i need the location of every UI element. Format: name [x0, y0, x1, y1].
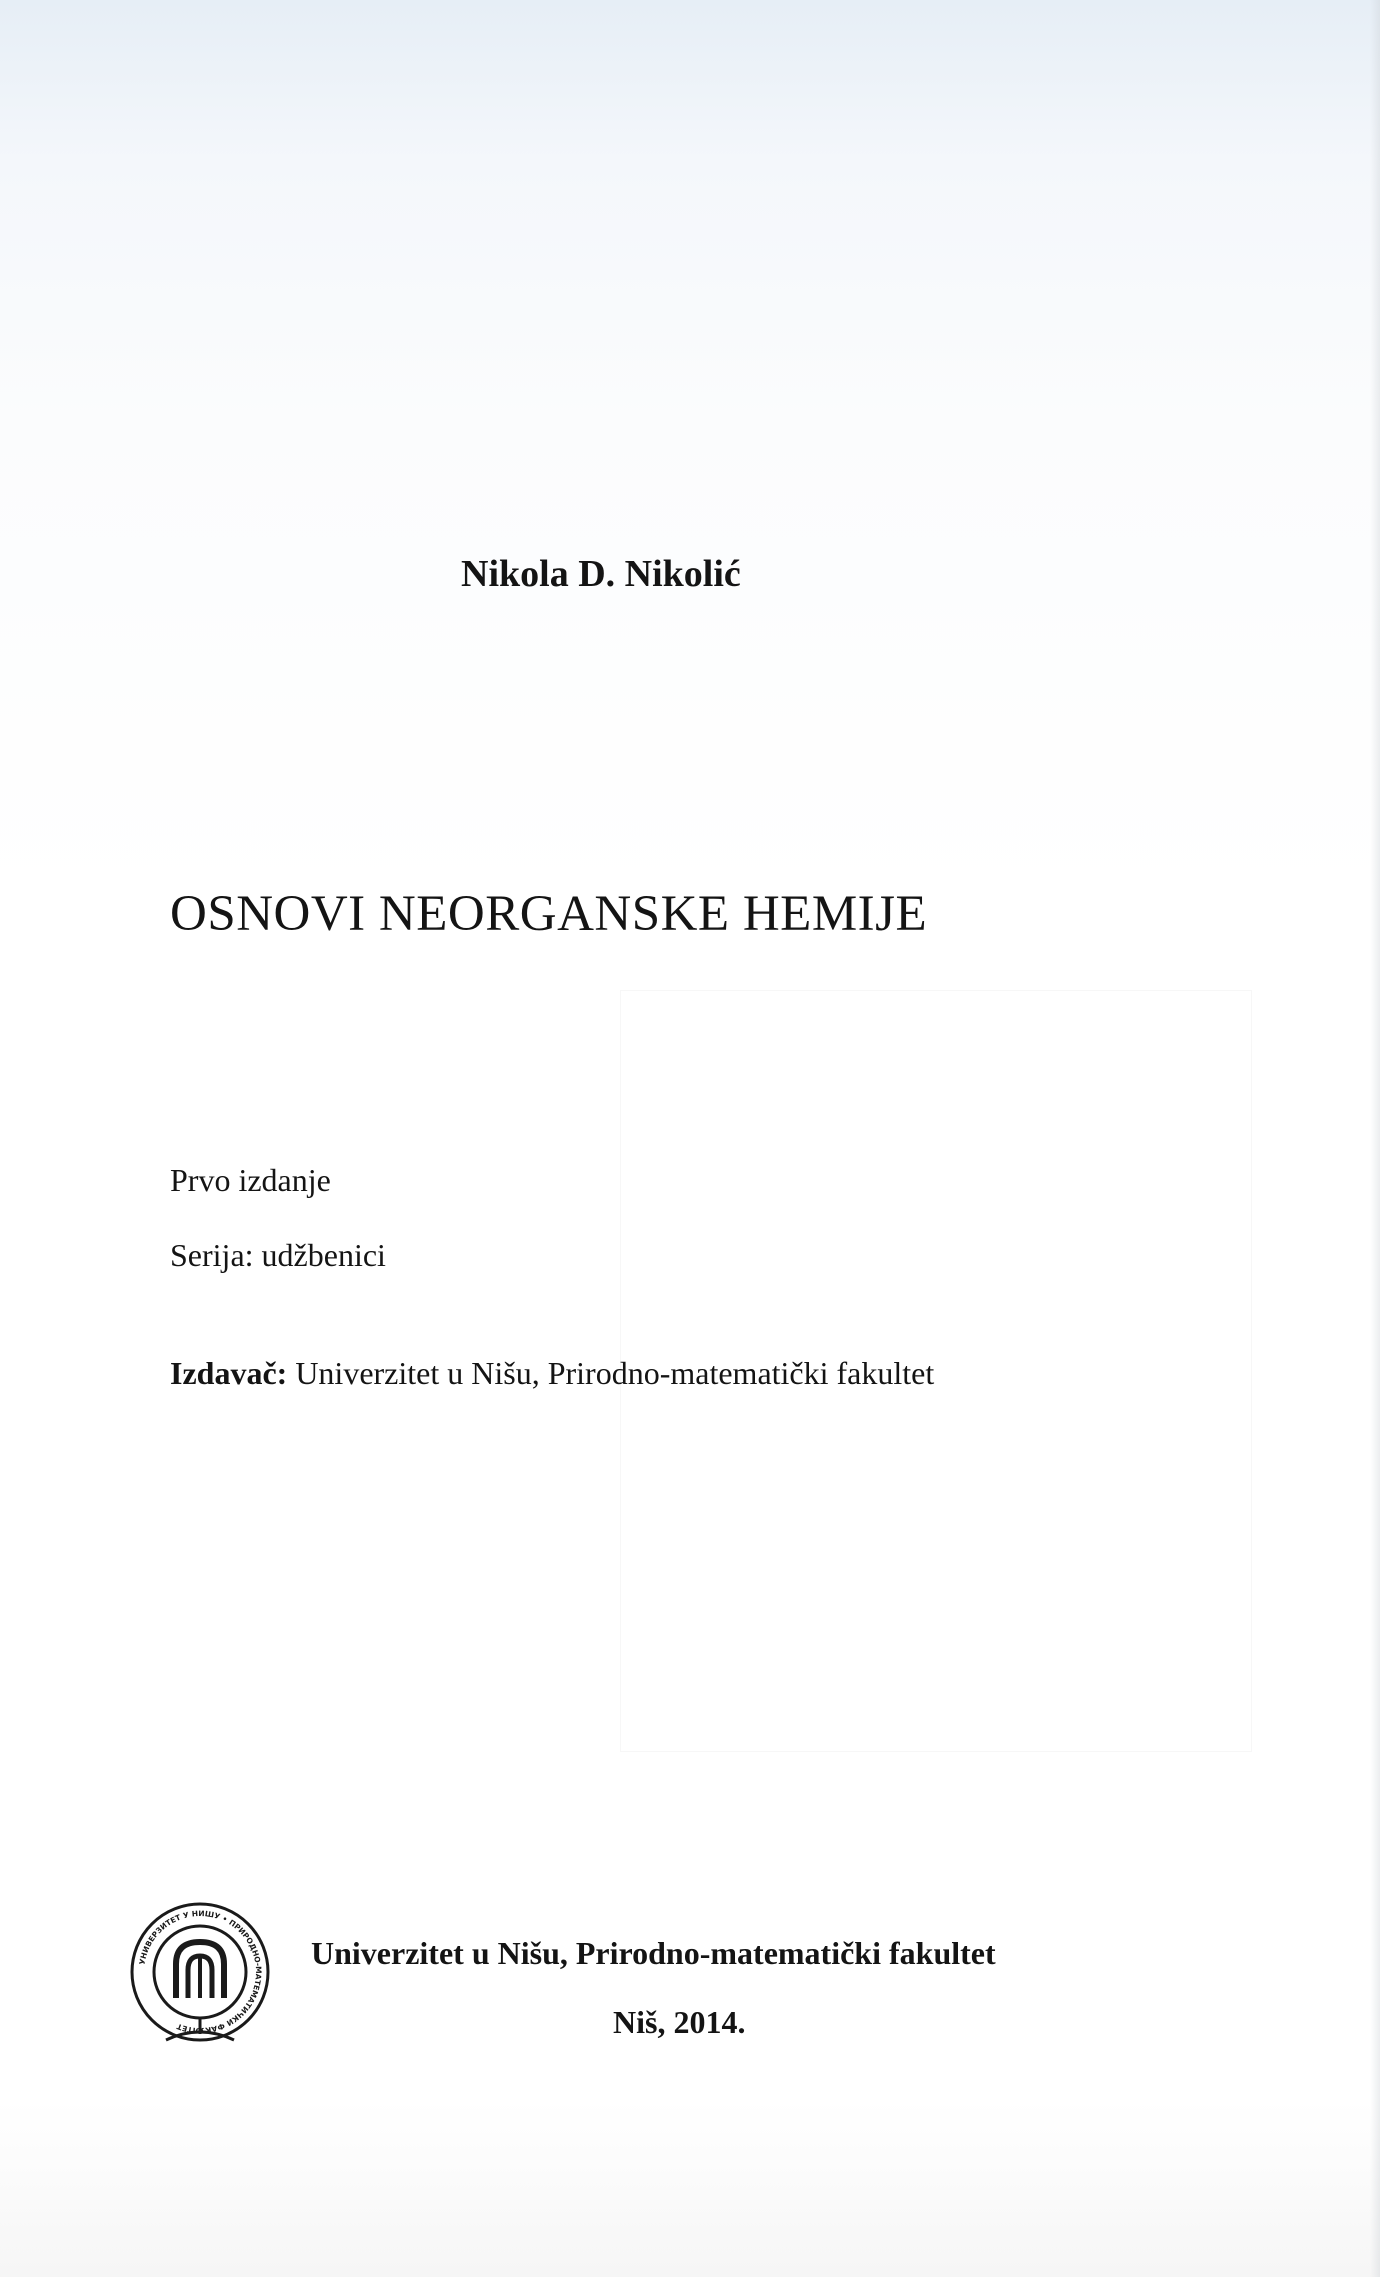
author-name: Nikola D. Nikolić: [461, 553, 741, 595]
publisher-label: Izdavač:: [170, 1355, 288, 1391]
publisher-line: [170, 1355, 934, 1392]
series-label: Serija:: [170, 1237, 254, 1273]
footer-institution: Univerzitet u Nišu, Prirodno-matematički fakultet: [311, 1935, 996, 1971]
university-seal-icon: [126, 1898, 274, 2046]
page-edge-shadow: [1370, 0, 1380, 2277]
footer-place-year: Niš, 2014.: [613, 2004, 746, 2040]
publisher-value: Univerzitet u Nišu, Prirodno-matematički fakultet: [295, 1355, 935, 1391]
seal-ring-text: УНИВЕРЗИТЕТ У НИШУ • ПРИРОДНО-МАТЕМАТИЧКИ ФАКУЛТЕТ: [137, 1908, 264, 2036]
series-value: udžbenici: [261, 1237, 386, 1273]
edition-line: Prvo izdanje: [170, 1162, 331, 1198]
book-title: OSNOVI NEORGANSKE HEMIJE: [170, 886, 928, 942]
series-line: [170, 1237, 386, 1274]
